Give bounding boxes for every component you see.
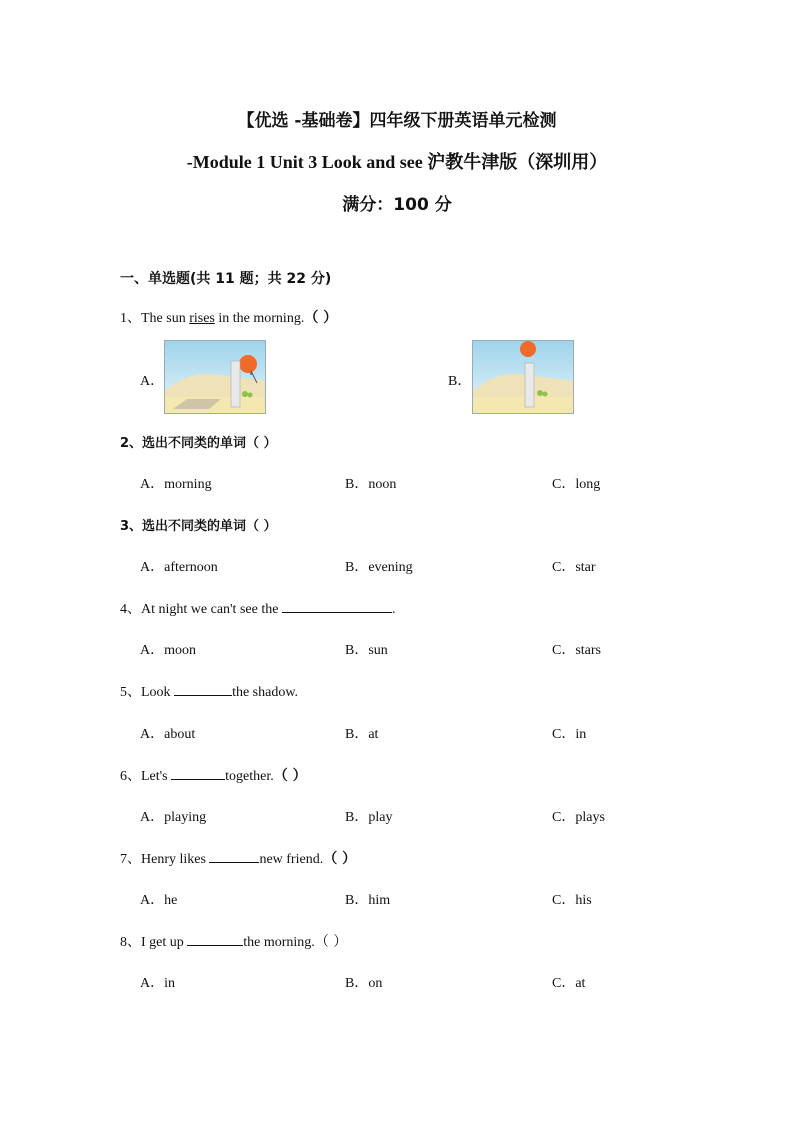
underlined-word: rises xyxy=(189,311,215,326)
option-b[interactable]: B． xyxy=(448,374,472,389)
option-a[interactable]: A．afternoon xyxy=(140,560,218,575)
answer-blank[interactable] xyxy=(209,850,259,863)
option-a-picture[interactable] xyxy=(164,340,266,414)
question-3 xyxy=(120,515,277,534)
section-heading: 一、单选题(共 11 题；共 22 分) xyxy=(120,271,332,287)
question-text: 选出不同类的单词（ ） xyxy=(142,436,277,451)
question-text: The sun xyxy=(141,311,190,326)
page-title: 【优选 -基础卷】四年级下册英语单元检测 xyxy=(237,111,557,131)
option-c[interactable]: C．in xyxy=(552,727,587,742)
question-text: the morning. xyxy=(243,935,315,950)
option-a[interactable]: A．moon xyxy=(140,643,197,658)
question-4 xyxy=(120,598,395,618)
option-b[interactable]: B．at xyxy=(345,727,379,742)
option-b[interactable]: B．sun xyxy=(345,643,388,658)
page-subtitle: -Module 1 Unit 3 Look and see 沪教牛津版（深圳用） xyxy=(186,152,608,172)
question-number: 2、 xyxy=(120,436,143,451)
question-2 xyxy=(120,432,277,451)
option-b[interactable]: B．on xyxy=(345,976,383,991)
option-a[interactable]: A．about xyxy=(140,727,196,742)
option-c[interactable]: C．at xyxy=(552,976,586,991)
question-number: 8、 xyxy=(120,935,141,950)
option-a[interactable]: A． xyxy=(140,374,165,389)
question-text: 选出不同类的单词（ ） xyxy=(142,519,277,534)
question-number: 6、 xyxy=(120,769,141,784)
answer-blank[interactable] xyxy=(187,933,243,946)
question-6 xyxy=(120,765,307,785)
question-text: I get up xyxy=(141,935,188,950)
question-number: 1、 xyxy=(120,311,141,326)
answer-blank[interactable] xyxy=(174,683,232,696)
question-text: . xyxy=(391,602,396,617)
question-text: together. xyxy=(225,769,274,784)
question-number: 5、 xyxy=(120,685,141,700)
answer-paren: （ ） xyxy=(304,310,338,326)
question-7 xyxy=(120,848,356,868)
question-number: 7、 xyxy=(120,852,141,867)
option-a[interactable]: A．in xyxy=(140,976,176,991)
option-b[interactable]: B．noon xyxy=(345,477,397,492)
option-a[interactable]: A．playing xyxy=(140,810,207,825)
option-b[interactable]: B．evening xyxy=(345,560,413,575)
option-c[interactable]: C．his xyxy=(552,893,592,908)
option-b-picture[interactable] xyxy=(472,340,574,414)
option-b[interactable]: B．him xyxy=(345,893,391,908)
option-c[interactable]: C．plays xyxy=(552,810,605,825)
answer-blank[interactable] xyxy=(282,600,392,613)
option-a[interactable]: A．morning xyxy=(140,477,212,492)
option-b[interactable]: B．play xyxy=(345,810,393,825)
question-text: At night we can't see the xyxy=(141,602,282,617)
question-text: the shadow. xyxy=(232,685,299,700)
question-number: 3、 xyxy=(120,519,143,534)
answer-blank[interactable] xyxy=(171,767,225,780)
question-text: Look xyxy=(141,685,175,700)
answer-paren: （ ） xyxy=(323,851,357,867)
question-text: in the morning. xyxy=(214,311,305,326)
question-text: new friend. xyxy=(259,852,324,867)
question-text: Henry likes xyxy=(141,852,210,867)
question-5 xyxy=(120,681,298,701)
answer-paren: （ ） xyxy=(273,768,307,784)
total-score: 满分：100 分 xyxy=(342,195,452,215)
option-c[interactable]: C．star xyxy=(552,560,596,575)
question-1 xyxy=(120,307,337,327)
question-8 xyxy=(120,931,347,951)
option-c[interactable]: C．long xyxy=(552,477,601,492)
question-text: Let's xyxy=(141,769,172,784)
option-a[interactable]: A．he xyxy=(140,893,178,908)
question-number: 4、 xyxy=(120,602,141,617)
answer-paren: （ ） xyxy=(314,934,348,950)
option-c[interactable]: C．stars xyxy=(552,643,602,658)
